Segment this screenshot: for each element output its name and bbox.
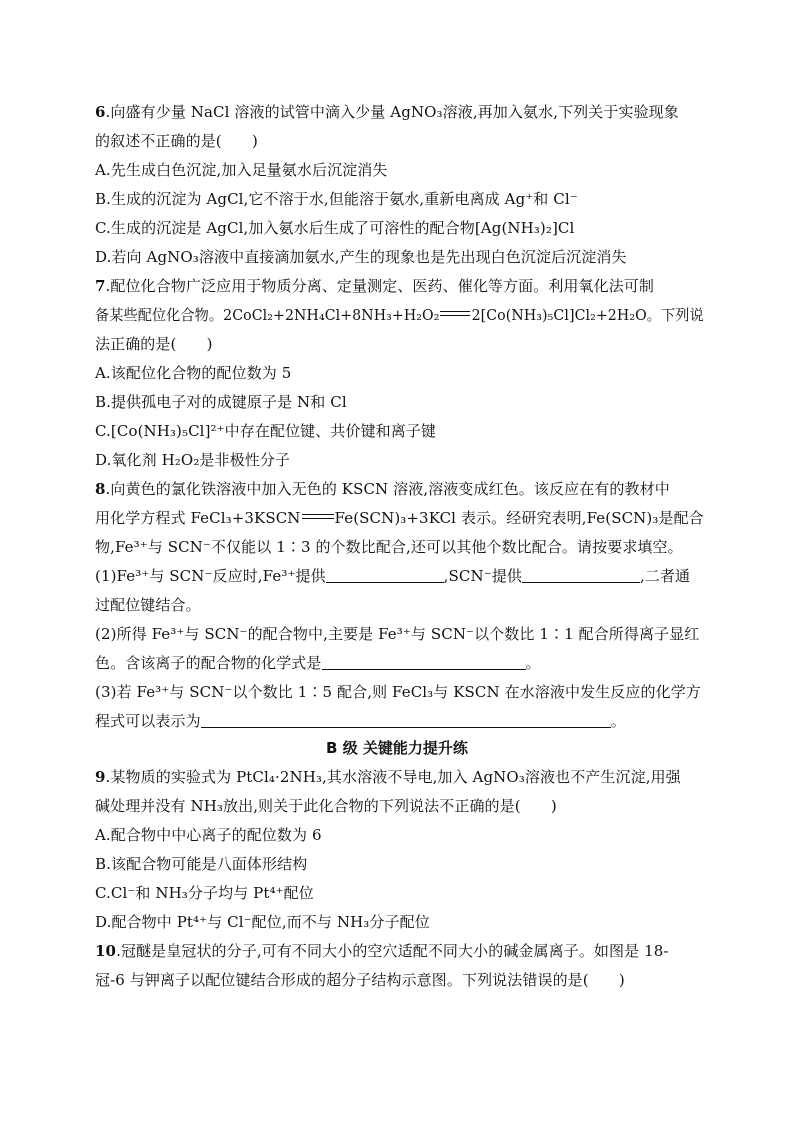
q9-option-d: D.配合物中 Pt⁴⁺与 Cl⁻配位,而不与 NH₃分子配位 xyxy=(95,913,430,931)
equals-sign-icon xyxy=(440,309,472,319)
q7-stem-line1: 7.配位化合物广泛应用于物质分离、定量测定、医药、催化等方面。利用氧化法可制 xyxy=(95,277,655,295)
q8-part2-line1: (2)所得 Fe³⁺与 SCN⁻的配合物中,主要是 Fe³⁺与 SCN⁻以个数比 1∶1 配合所得离子显红 xyxy=(95,625,700,643)
answer-blank[interactable] xyxy=(322,655,526,670)
question-number: 10 xyxy=(95,942,117,960)
question-number: 9 xyxy=(95,768,106,786)
equals-sign-icon xyxy=(301,512,335,522)
answer-blank[interactable] xyxy=(201,713,611,728)
q8-part2-line2: 色。含该离子的配合物的化学式是 。 xyxy=(95,654,541,672)
q6-option-c: C.生成的沉淀是 AgCl,加入氨水后生成了可溶性的配合物[Ag(NH₃)₂]Cl xyxy=(95,219,575,237)
q6-option-b: B.生成的沉淀为 AgCl,它不溶于水,但能溶于氨水,重新电离成 Ag⁺和 Cl⁻ xyxy=(95,190,578,208)
answer-blank[interactable] xyxy=(326,568,444,583)
q8-stem-line2: 用化学方程式 FeCl₃+3KSCN Fe(SCN)₃+3KCl 表示。经研究表明,Fe(SCN)₃是配合 xyxy=(95,509,704,527)
q9-option-b: B.该配合物可能是八面体形结构 xyxy=(95,855,308,873)
q10-stem-line2: 冠-6 与钾离子以配位键结合形成的超分子结构示意图。下列说法错误的是( ) xyxy=(95,971,625,989)
q8-part1-line1: (1)Fe³⁺与 SCN⁻反应时,Fe³⁺提供 ,SCN⁻提供 ,二者通 xyxy=(95,567,691,585)
q10-stem-line1: 10.冠醚是皇冠状的分子,可有不同大小的空穴适配不同大小的碱金属离子。如图是 18- xyxy=(95,942,669,960)
answer-blank[interactable] xyxy=(522,568,640,583)
q6-stem-line2: 的叙述不正确的是( ) xyxy=(95,132,258,150)
q6-option-d: D.若向 AgNO₃溶液中直接滴加氨水,产生的现象也是先出现白色沉淀后沉淀消失 xyxy=(95,248,627,266)
q8-part1-line2: 过配位键结合。 xyxy=(95,596,201,614)
q9-option-a: A.配合物中中心离子的配位数为 6 xyxy=(95,826,322,844)
q9-stem-line1: 9.某物质的实验式为 PtCl₄·2NH₃,其水溶液不导电,加入 AgNO₃溶液也不产生沉淀,用强 xyxy=(95,768,681,786)
q8-part3-line2: 程式可以表示为 。 xyxy=(95,712,626,730)
q7-option-c: C.[Co(NH₃)₅Cl]²⁺中存在配位键、共价键和离子键 xyxy=(95,422,437,440)
question-number: 8 xyxy=(95,480,106,498)
question-number: 7 xyxy=(95,277,106,295)
q8-stem-line1: 8.向黄色的氯化铁溶液中加入无色的 KSCN 溶液,溶液变成红色。该反应在有的教材中 xyxy=(95,480,670,498)
q7-option-d: D.氧化剂 H₂O₂是非极性分子 xyxy=(95,451,291,469)
q7-stem-line3: 法正确的是( ) xyxy=(95,335,213,353)
q6-option-a: A.先生成白色沉淀,加入足量氨水后沉淀消失 xyxy=(95,161,388,179)
section-heading-b: B 级 关键能力提升练 xyxy=(326,739,468,757)
question-number: 6 xyxy=(95,103,106,121)
q7-option-a: A.该配位化合物的配位数为 5 xyxy=(95,364,292,382)
q9-stem-line2: 碱处理并没有 NH₃放出,则关于此化合物的下列说法不正确的是( ) xyxy=(95,797,557,815)
q6-stem-line1: 6.向盛有少量 NaCl 溶液的试管中滴入少量 AgNO₃溶液,再加入氨水,下列关于实验现象 xyxy=(95,103,679,121)
q7-option-b: B.提供孤电子对的成键原子是 N和 Cl xyxy=(95,393,347,411)
q7-stem-line2: 备某些配位化合物。2CoCl₂+2NH₄Cl+8NH₃+H₂O₂ 2[Co(NH₃)₅Cl]Cl₂+2H₂O。下列说 xyxy=(95,306,704,324)
q9-option-c: C.Cl⁻和 NH₃分子均与 Pt⁴⁺配位 xyxy=(95,884,314,902)
q8-stem-line3: 物,Fe³⁺与 SCN⁻不仅能以 1∶3 的个数比配合,还可以其他个数比配合。请按要求填空。 xyxy=(95,538,683,556)
q8-part3-line1: (3)若 Fe³⁺与 SCN⁻以个数比 1∶5 配合,则 FeCl₃与 KSCN 在水溶液中发生反应的化学方 xyxy=(95,683,701,701)
